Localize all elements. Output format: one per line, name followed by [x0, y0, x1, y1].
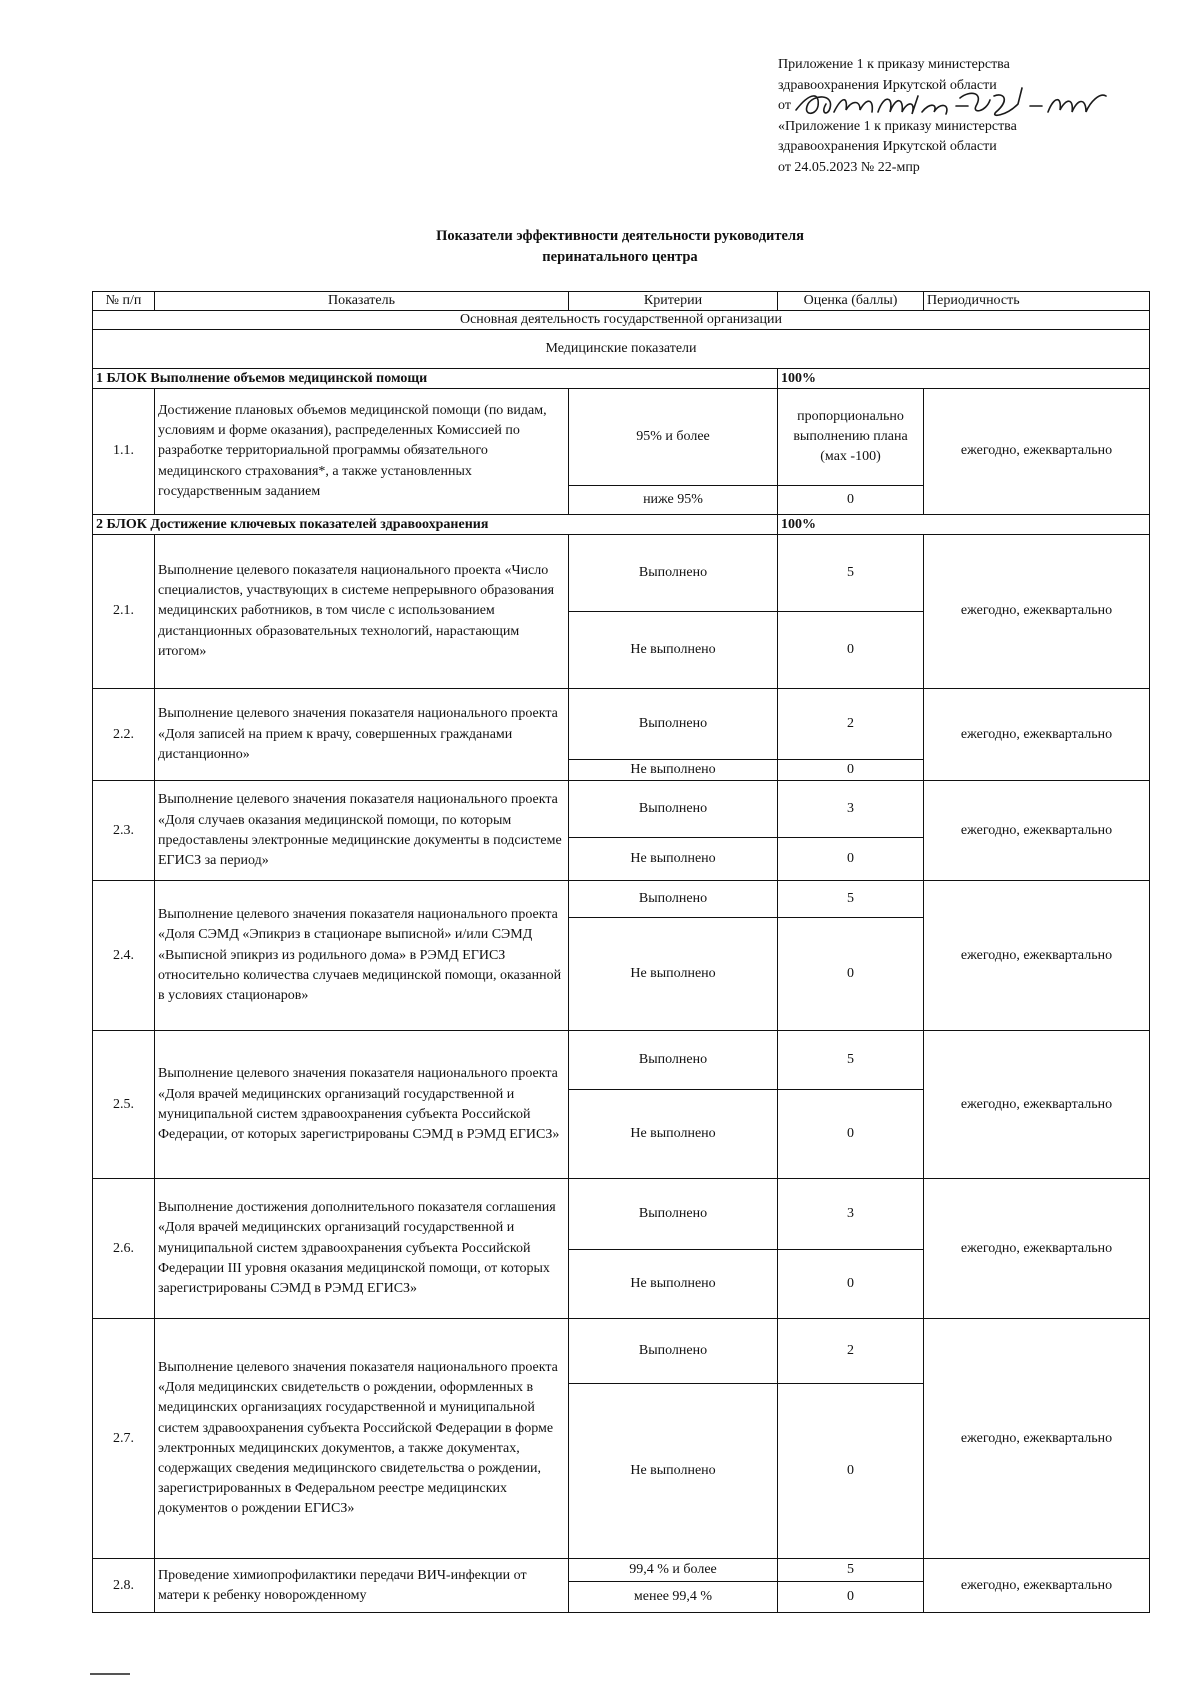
criterion: Выполнено: [569, 689, 778, 760]
criterion: Выполнено: [569, 1319, 778, 1384]
indicator-text: Выполнение целевого значения показателя национального проекта «Доля врачей медицинских организаций государственной и муниципальной систем здравоохранения субъекта Российской Федерации, от которых зарегистрированы СЭМД в РЭМД ЕГИСЗ»: [155, 1031, 569, 1179]
criterion: 99,4 % и более: [569, 1559, 778, 1582]
header-line: от 24.05.2023 № 22-мпр: [778, 159, 920, 175]
periodicity: ежегодно, ежеквартально: [924, 1179, 1150, 1319]
block-row: [93, 369, 1150, 389]
criterion: Не выполнено: [569, 918, 778, 1031]
table-row: [93, 689, 1150, 760]
item-number: 2.6.: [93, 1179, 155, 1319]
score: 5: [778, 881, 924, 918]
periodicity: ежегодно, ежеквартально: [924, 389, 1150, 515]
criterion: 95% и более: [569, 389, 778, 486]
score: 2: [778, 689, 924, 760]
score: 3: [778, 781, 924, 838]
title-line: перинатального центра: [542, 249, 698, 265]
column-header: Периодичность: [924, 292, 1150, 311]
indicator-text: Выполнение целевого показателя национального проекта «Число специалистов, участвующих в системе непрерывного образования медицинских работников, в том числе с использованием дистанционных образовательных технологий, нарастающим итогом»: [155, 535, 569, 689]
table-row: [93, 781, 1150, 838]
criterion: Выполнено: [569, 781, 778, 838]
item-number: 2.1.: [93, 535, 155, 689]
criterion: Не выполнено: [569, 838, 778, 881]
section-row: [93, 311, 1150, 330]
block-weight: 100%: [778, 515, 1150, 535]
table-row: [93, 1031, 1150, 1090]
subsection-title: Медицинские показатели: [93, 330, 1150, 369]
table-row: [93, 535, 1150, 612]
header-line: «Приложение 1 к приказу министерства: [778, 118, 1017, 134]
column-header: № п/п: [93, 292, 155, 311]
title-line: Показатели эффективности деятельности руководителя: [436, 228, 804, 244]
header-line: от: [778, 98, 791, 113]
score: 0: [778, 838, 924, 881]
column-header: Показатель: [155, 292, 569, 311]
table-header-row: [93, 292, 1150, 311]
score: 0: [778, 1384, 924, 1559]
criterion: Не выполнено: [569, 1250, 778, 1319]
subsection-row: [93, 330, 1150, 369]
section-title: Основная деятельность государственной организации: [93, 311, 1150, 330]
column-header: Оценка (баллы): [778, 292, 924, 311]
table-row: [93, 1179, 1150, 1250]
item-number: 2.3.: [93, 781, 155, 881]
item-number: 2.4.: [93, 881, 155, 1031]
criterion: Не выполнено: [569, 612, 778, 689]
criterion: ниже 95%: [569, 486, 778, 515]
periodicity: ежегодно, ежеквартально: [924, 781, 1150, 881]
item-number: 2.2.: [93, 689, 155, 781]
periodicity: ежегодно, ежеквартально: [924, 535, 1150, 689]
block-title: 2 БЛОК Достижение ключевых показателей здравоохранения: [93, 515, 778, 535]
criterion: Выполнено: [569, 535, 778, 612]
periodicity: ежегодно, ежеквартально: [924, 1031, 1150, 1179]
indicator-text: Проведение химиопрофилактики передачи ВИЧ-инфекции от матери к ребенку новорожденному: [155, 1559, 569, 1613]
criterion: Не выполнено: [569, 1384, 778, 1559]
indicator-text: Выполнение целевого значения показателя национального проекта «Доля записей на прием к врачу, совершенных гражданами дистанционно»: [155, 689, 569, 781]
document-title: [0, 226, 1200, 268]
criterion: Выполнено: [569, 1031, 778, 1090]
score: 5: [778, 1031, 924, 1090]
item-number: 2.8.: [93, 1559, 155, 1613]
score: 0: [778, 918, 924, 1031]
criterion: менее 99,4 %: [569, 1582, 778, 1613]
table-row: [93, 1319, 1150, 1384]
header-line: здравоохранения Иркутской области: [778, 139, 997, 154]
handwritten-signature: [790, 82, 1110, 132]
score: 0: [778, 1090, 924, 1179]
score: 2: [778, 1319, 924, 1384]
indicator-text: Выполнение достижения дополнительного показателя соглашения «Доля врачей медицинских организаций государственной и муниципальной систем здравоохранения субъекта Российской Федерации III уровня оказания медицинской помощи, от которых зарегистрированы СЭМД в РЭМД ЕГИСЗ»: [155, 1179, 569, 1319]
item-number: 1.1.: [93, 389, 155, 515]
score: 0: [778, 486, 924, 515]
header-line: Приложение 1 к приказу министерства: [778, 57, 1010, 72]
item-number: 2.5.: [93, 1031, 155, 1179]
score: пропорционально выполнению плана (мах -100): [778, 389, 924, 486]
criterion: Не выполнено: [569, 760, 778, 781]
block-weight: 100%: [778, 369, 1150, 389]
score: 5: [778, 1559, 924, 1582]
table-row: [93, 1559, 1150, 1582]
table-row: [93, 389, 1150, 486]
scan-mark: [90, 1673, 130, 1675]
criterion: Не выполнено: [569, 1090, 778, 1179]
criterion: Выполнено: [569, 881, 778, 918]
table-row: [93, 881, 1150, 918]
periodicity: ежегодно, ежеквартально: [924, 881, 1150, 1031]
item-number: 2.7.: [93, 1319, 155, 1559]
indicator-text: Достижение плановых объемов медицинской помощи (по видам, условиям и форме оказания), распределенных Комиссией по разработке территориальной программы обязательного медицинского страхования*, а также установленных государственным заданием: [155, 389, 569, 515]
column-header: Критерии: [569, 292, 778, 311]
score: 0: [778, 1582, 924, 1613]
periodicity: ежегодно, ежеквартально: [924, 689, 1150, 781]
indicator-text: Выполнение целевого значения показателя национального проекта «Доля СЭМД «Эпикриз в стационаре выписной» и/или СЭМД «Выписной эпикриз из родильного дома» в РЭМД ЕГИСЗ относительно количества случаев медицинской помощи, оказанной в условиях стационаров»: [155, 881, 569, 1031]
indicator-text: Выполнение целевого значения показателя национального проекта «Доля случаев оказания медицинской помощи, по которым предоставлены электронные медицинские документы в подсистеме ЕГИСЗ за период»: [155, 781, 569, 881]
score: 0: [778, 612, 924, 689]
score: 0: [778, 760, 924, 781]
indicator-text: Выполнение целевого значения показателя национального проекта «Доля медицинских свидетельств о рождении, оформленных в медицинских организациях государственной и муниципальной систем здравоохранения субъекта Российской Федерации в форме электронных медицинских документов, а также документах, содержащих сведения медицинского свидетельства о рождении, зарегистрированных в Федеральном реестре медицинских документов о рождении ЕГИСЗ»: [155, 1319, 569, 1559]
block-row: [93, 515, 1150, 535]
header-line: здравоохранения Иркутской области: [778, 77, 997, 93]
criterion: Выполнено: [569, 1179, 778, 1250]
periodicity: ежегодно, ежеквартально: [924, 1559, 1150, 1613]
indicators-table: [92, 291, 1150, 1613]
block-title: 1 БЛОК Выполнение объемов медицинской помощи: [93, 369, 778, 389]
periodicity: ежегодно, ежеквартально: [924, 1319, 1150, 1559]
score: 3: [778, 1179, 924, 1250]
score: 0: [778, 1250, 924, 1319]
score: 5: [778, 535, 924, 612]
